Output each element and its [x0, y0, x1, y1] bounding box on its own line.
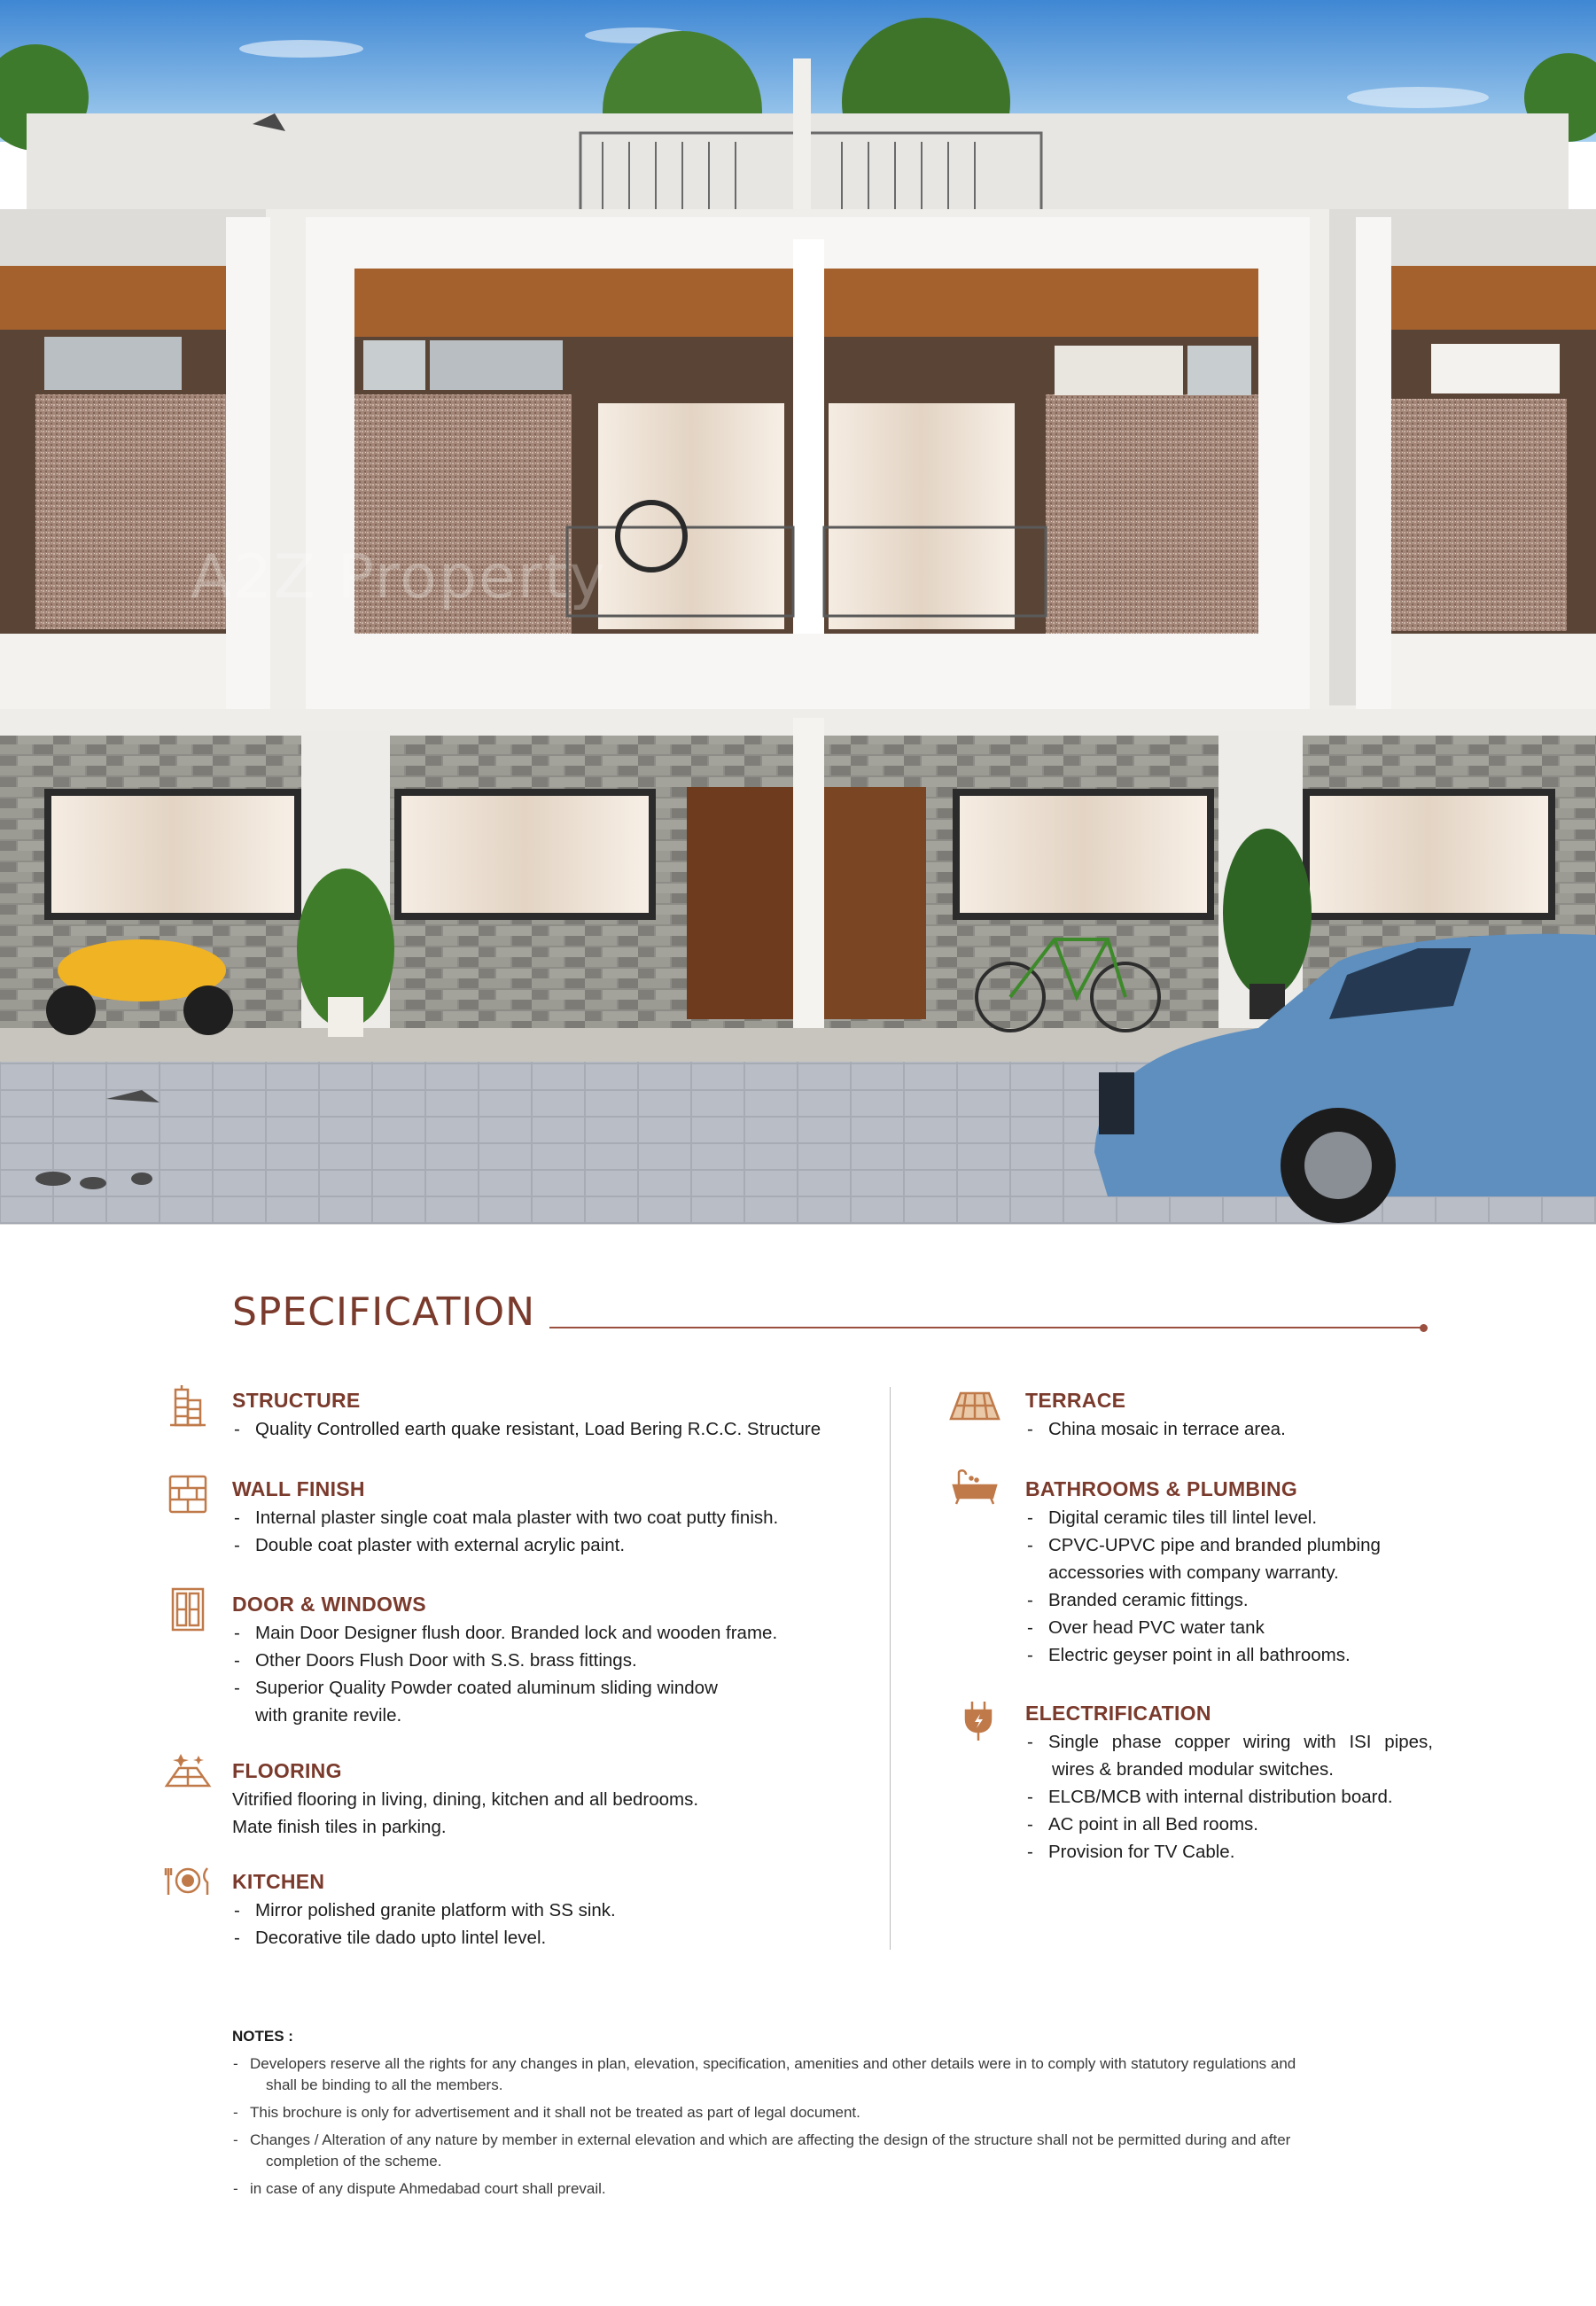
list-item: - Other Doors Flush Door with S.S. brass fittings. — [232, 1647, 870, 1674]
section-heading: TERRACE — [1025, 1389, 1126, 1412]
notes-section — [232, 2028, 1420, 2206]
list-item: - AC point in all Bed rooms. — [1025, 1811, 1433, 1838]
list-item: - Double coat plaster with external acrylic paint. — [232, 1531, 870, 1559]
list-item: - Mirror polished granite platform with SS sink. — [232, 1897, 870, 1924]
note-text: Changes / Alteration of any nature by member in external elevation and which are affecting the design of the structure shall not be permitted during and after — [250, 2131, 1291, 2148]
flooring-line: Vitrified flooring in living, dining, kitchen and all bedrooms. — [232, 1789, 699, 1810]
list-item: - Superior Quality Powder coated aluminum sliding window — [232, 1674, 870, 1702]
notes-title: NOTES : — [232, 2028, 293, 2045]
specification-title: SPECIFICATION — [232, 1289, 536, 1335]
title-underline — [549, 1327, 1427, 1328]
watermark-text: A2Z Property — [191, 542, 607, 612]
list-item: - Digital ceramic tiles till lintel level. — [1025, 1504, 1433, 1531]
flooring-line: Mate finish tiles in parking. — [232, 1817, 447, 1837]
brick-wall-icon — [165, 1471, 211, 1517]
list-item: - Over head PVC water tank — [1025, 1614, 1433, 1641]
section-door-windows — [232, 1591, 870, 1729]
list-item-continuation: wires & branded modular switches. — [1052, 1759, 1334, 1780]
note-item — [232, 2102, 1420, 2123]
list-item-continuation: accessories with company warranty. — [1048, 1562, 1339, 1583]
building-structure-icon — [165, 1383, 211, 1429]
note-item — [232, 2053, 1420, 2075]
list-item: - Internal plaster single coat mala plaster with two coat putty finish. — [232, 1504, 870, 1531]
section-bathrooms-plumbing — [1025, 1476, 1433, 1669]
list-item-continuation: with granite revile. — [255, 1705, 402, 1726]
list-item: - Decorative tile dado upto lintel level. — [232, 1924, 870, 1952]
electric-plug-icon — [962, 1700, 994, 1742]
section-heading: BATHROOMS & PLUMBING — [1025, 1477, 1298, 1500]
note-item-continuation — [249, 2075, 1420, 2096]
section-heading: DOOR & WINDOWS — [232, 1593, 426, 1616]
door-window-icon — [165, 1586, 211, 1632]
note-text: shall be binding to all the members. — [266, 2076, 503, 2093]
section-flooring — [232, 1757, 870, 1841]
list-item: - Main Door Designer flush door. Branded lock and wooden frame. — [232, 1619, 870, 1647]
section-heading: STRUCTURE — [232, 1389, 361, 1412]
section-heading: FLOORING — [232, 1759, 342, 1782]
list-item: - CPVC-UPVC pipe and branded plumbing — [1025, 1531, 1433, 1559]
note-item — [232, 2130, 1420, 2151]
list-item: - China mosaic in terrace area. — [1025, 1415, 1433, 1443]
section-heading: ELECTRIFICATION — [1025, 1702, 1211, 1725]
bathtub-icon — [950, 1468, 1000, 1507]
terrace-tiles-icon — [948, 1390, 1001, 1422]
section-structure — [232, 1387, 870, 1443]
list-item: - Quality Controlled earth quake resistant, Load Bering R.C.C. Structure — [232, 1415, 870, 1443]
section-electrification — [1025, 1700, 1433, 1866]
title-underline-dot — [1420, 1324, 1428, 1332]
note-text: Developers reserve all the rights for any changes in plan, elevation, specification, amenities and other details were in to comply with statutory regulations and — [250, 2055, 1296, 2072]
note-item-continuation — [249, 2151, 1420, 2172]
note-text: in case of any dispute Ahmedabad court shall prevail. — [250, 2180, 606, 2197]
section-terrace — [1025, 1387, 1433, 1443]
list-item: - Provision for TV Cable. — [1025, 1838, 1433, 1866]
note-item — [232, 2178, 1420, 2200]
list-item: - Branded ceramic fittings. — [1025, 1586, 1433, 1614]
column-divider — [890, 1387, 891, 1950]
note-text: This brochure is only for advertisement and it shall not be treated as part of legal document. — [250, 2104, 860, 2121]
list-item: - Single phase copper wiring with ISI pipes, — [1025, 1728, 1433, 1756]
list-item: - ELCB/MCB with internal distribution board. — [1025, 1783, 1433, 1811]
section-wall-finish — [232, 1476, 870, 1559]
section-kitchen — [232, 1868, 870, 1952]
floor-tiles-icon — [163, 1750, 209, 1796]
list-item: - Electric geyser point in all bathrooms. — [1025, 1641, 1433, 1669]
section-heading: WALL FINISH — [232, 1477, 365, 1500]
section-heading: KITCHEN — [232, 1870, 325, 1893]
note-text: completion of the scheme. — [266, 2153, 442, 2170]
plate-cutlery-icon — [163, 1863, 209, 1909]
